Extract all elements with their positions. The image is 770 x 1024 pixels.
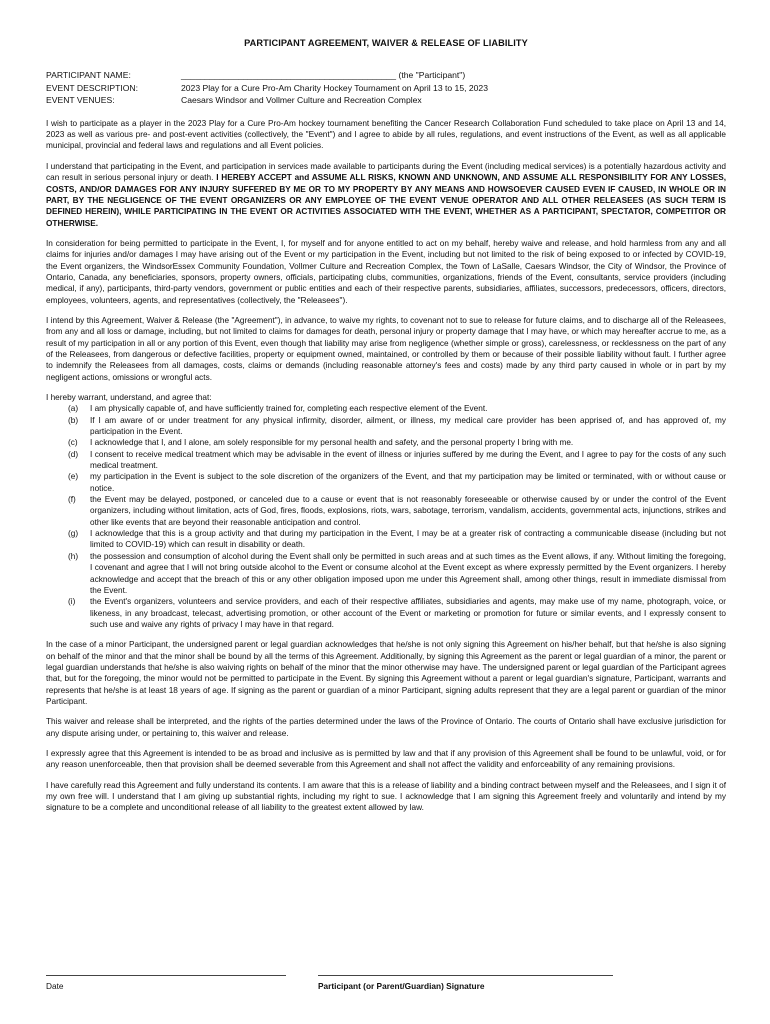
warranty-list [46, 392, 726, 630]
warranty-item [46, 437, 726, 448]
warranty-item [46, 471, 726, 494]
warranty-text: I acknowledge that this is a group activity and that during my participation in the Event, I may be at a greater risk of contracting a communicable disease (including but not limited to COVID-19) which can result in disability or death. [90, 529, 726, 550]
warranty-marker: (a) [68, 404, 79, 414]
risk-text: I understand that participating in the Event, and participation in services made available to participants during the Event (including medical services) is a potentially hazardous activity and can result in serious personal injury or death. [46, 161, 726, 183]
warranty-item [46, 596, 726, 630]
event-info [46, 69, 726, 107]
warranty-text: I consent to receive medical treatment which may be advisable in the event of illness or injuries suffered by me during the Event, and I agree to pay for the costs of any such medical treatment. [90, 449, 726, 471]
paragraph-agreement: I intend by this Agreement, Waiver & Release (the "Agreement"), in advance, to waive my rights, to covenant not to sue to release for future claims, and to discharge all of the Releasees, from any and all loss or damage, including, but not limited to claims for damages for death, personal injury or property damage that I may have, or which may hereafter accrue to me, as a result of my participation in all or any portion of this Event, even though that liability may arise from negligence (whether simple or gross), carelessness, or recklessness on the part of any of the Releasees, from dangerous or defective facilities, property or equipment owned, maintained, or controlled by them or because of their possible liability without fault. I further agree to indemnify the Releasees from all damages, costs, claims or demands (including reasonable attorney's fees and costs) made by any third party caused in whole or in part by my negligent actions, omissions or wrongful acts. [46, 315, 726, 382]
warranty-intro: I hereby warrant, understand, and agree that: [46, 393, 212, 402]
signature-label: Participant (or Parent/Guardian) Signature [318, 981, 485, 991]
date-line[interactable] [46, 975, 286, 976]
warranty-item [46, 415, 726, 438]
paragraph-minor: In the case of a minor Participant, the undersigned parent or legal guardian acknowledges that he/she is not only signing this Agreement on his/her behalf, but that he/she is also signing on behalf of the minor and that the minor shall be bound by all the terms of this Agreement. Additionally, by signing this Agreement as the parent or legal guardian of a minor, the parent or legal guardian understands that he/she is also waiving rights on behalf of the minor that the minor otherwise may have. The undersigned parent or legal guardian of the Participant agrees that, but for the foregoing, the minor would not be permitted to participate in the Event. By signing this Agreement without a parent or legal guardian's signature, Participant, warrants and represents that he/she is at least 18 years of age. If signing as the parent or guardian of a minor Participant, signing adults represent that they are a legal parent or guardian of the minor Participant. [46, 640, 726, 706]
paragraph-risk [46, 161, 726, 229]
warranty-item [46, 403, 726, 414]
paragraph-severability: I expressly agree that this Agreement is intended to be as broad and inclusive as is permitted by law and that if any provision of this Agreement shall be found to be unlawful, void, or for any reason unenforceable, then that provision shall be deemed severable from this Agreement and shall not affect the validity and enforceability of any remaining provisions. [46, 748, 726, 770]
event-venues-value: Caesars Windsor and Vollmer Culture and Recreation Complex [181, 95, 422, 106]
warranty-text: the possession and consumption of alcohol during the Event shall only be permitted in such areas and at such times as the Event allows, if any. Without limiting the foregoing, I covenant and agree that I will not bring outside alcohol to the Event or consume alcohol at the Event except as where expressly permitted by the Event organizers. I hereby acknowledge and accept that the breach of this or any other obligation imposed upon me under this Agreement shall, among other things, result in immediate dismissal from the Event. [90, 551, 726, 595]
paragraph-acknowledgement: I have carefully read this Agreement and fully understand its contents. I am aware that this is a release of liability and a binding contract between myself and the Releasees, and I sign it of my own free will. I understand that I am giving up substantial rights, including my right to sue. I acknowledge that I am signing this Agreement freely and voluntarily and intend by my signature to be a complete and unconditional release of all liability to the greatest extent allowed by law. [46, 780, 726, 813]
warranty-marker: (c) [68, 438, 78, 448]
participant-name-label: PARTICIPANT NAME: [46, 70, 131, 80]
paragraph-jurisdiction: This waiver and release shall be interpreted, and the rights of the parties determined under the laws of the Province of Ontario. The courts of Ontario shall have exclusive jurisdiction for any dispute arising under, or pertaining to, this waiver and release. [46, 717, 726, 738]
warranty-item [46, 494, 726, 528]
warranty-marker: (i) [68, 597, 76, 607]
risk-acceptance-text: I HEREBY ACCEPT and ASSUME ALL RISKS, KNOWN AND UNKNOWN, AND ASSUME ALL RESPONSIBILITY FOR ANY LOSSES, COSTS, AND/OR DAMAGES FOR ANY INJURY SUFFERED BY ME OR TO MY PROPERTY BY ANY MEANS AND HOWSOEVER CAUSED EVEN IF CAUSED, IN WHOLE OR IN PART, BY THE NEGLIGENCE OF THE EVENT ORGANIZERS OR ANY EMPLOYEE OF THE EVENT VENUE OPERATOR AND ALL OTHER RELEASEES (AS SUCH TERM IS DEFINED HEREIN), WHILE PARTICIPATING IN THE EVENT OR ACTIVITIES ASSOCIATED WITH THE EVENT, WHETHER AS A PARTICIPANT, SPECTATOR, COMPETITOR OR OTHERWISE. [46, 173, 726, 228]
warranty-marker: (h) [68, 551, 79, 561]
date-label: Date [46, 981, 64, 991]
signature-row [46, 969, 726, 999]
event-description-value: 2023 Play for a Cure Pro-Am Charity Hockey Tournament on April 13 to 15, 2023 [181, 82, 488, 93]
paragraph-participation: I wish to participate as a player in the 2023 Play for a Cure Pro-Am hockey tournament benefiting the Cancer Research Collaboration Fund scheduled to take place on April 13 and 14, 2023 as well as various pre- and post-event activities (collectively, the "Event") and I agree to abide by all rules, regulations, and event instructions of the Event, as well as all applicable municipal, provincial and federal laws and regulations and all Event policies. [46, 118, 726, 151]
warranty-text: I am physically capable of, and have sufficiently trained for, completing each respective element of the Event. [90, 404, 488, 414]
warranty-text: the Event's organizers, volunteers and service providers, and each of their respective affiliates, subsidiaries and agents, may make use of my name, photograph, voice, or likeness, in any broadcast, telecast, advertising promotion, or other account of the Event or marketing or promotion for future or similar events, and I expressly consent to such use and waive any rights of privacy I may have in that regard. [90, 597, 726, 629]
warranty-text: the Event may be delayed, postponed, or canceled due to a cause or event that is not reasonably foreseeable or otherwise caused by or under the control of the Event organizers, including without limitation, acts of God, fires, floods, explosions, riots, wars, sabotage, terrorism, vandalism, accidents, governmental acts, injunctions, strikes and other like events that are beyond their reasonable anticipation and control. [90, 495, 726, 527]
warranty-marker: (b) [68, 415, 79, 425]
signature-line[interactable] [318, 975, 613, 976]
paragraph-release: In consideration for being permitted to participate in the Event, I, for myself and for anyone entitled to act on my behalf, hereby waive and release, and hold harmless from any and all claims for injuries and/or damages I may have arising out of the Event or my participation in the Event, including but not limited to the risk of being exposed to or infected by COVID-19, the Event organizers, the WindsorEssex Community Foundation, Vollmer Culture and Recreation Complex, the Town of LaSalle, Caesars Windsor, the City of Windsor, the Province of Ontario, Canada, any beneficiaries, sponsors, property owners, officials, participating clubs, communities, organizations, friends of the Event, consultants, service providers (including medical, if any), participants, third-party vendors, government or public entities and each of their respective parents, subsidiaries, affiliates, successors, predecessors, officers, directors, employees, volunteers, agents, and representatives (collectively, the "Releasees"). [46, 238, 726, 305]
waiver-document [46, 38, 726, 823]
event-description-label: EVENT DESCRIPTION: [46, 82, 139, 93]
warranty-item [46, 449, 726, 472]
warranty-text: my participation in the Event is subject to the sole discretion of the organizers of the Event, and that my participation may be limited or terminated, with or without cause or notice. [90, 472, 726, 493]
warranty-marker: (d) [68, 449, 79, 459]
warranty-text: If I am aware of or under treatment for any physical infirmity, disorder, ailment, or illness, my medical care provider has been apprised of, and has approved of, my participation in the Event. [90, 415, 726, 437]
warranty-item [46, 528, 726, 551]
event-venues-label: EVENT VENUES: [46, 95, 115, 106]
warranty-text: I acknowledge that I, and I alone, am solely responsible for my personal health and safety, and the personal property I bring with me. [90, 438, 574, 448]
warranty-marker: (e) [68, 472, 79, 482]
warranty-item [46, 551, 726, 596]
warranty-marker: (f) [68, 495, 76, 505]
document-title: PARTICIPANT AGREEMENT, WAIVER & RELEASE OF LIABILITY [244, 38, 528, 48]
warranty-marker: (g) [68, 529, 79, 539]
participant-name-field[interactable]: _____________________________________________ (the "Participant") [181, 70, 466, 80]
